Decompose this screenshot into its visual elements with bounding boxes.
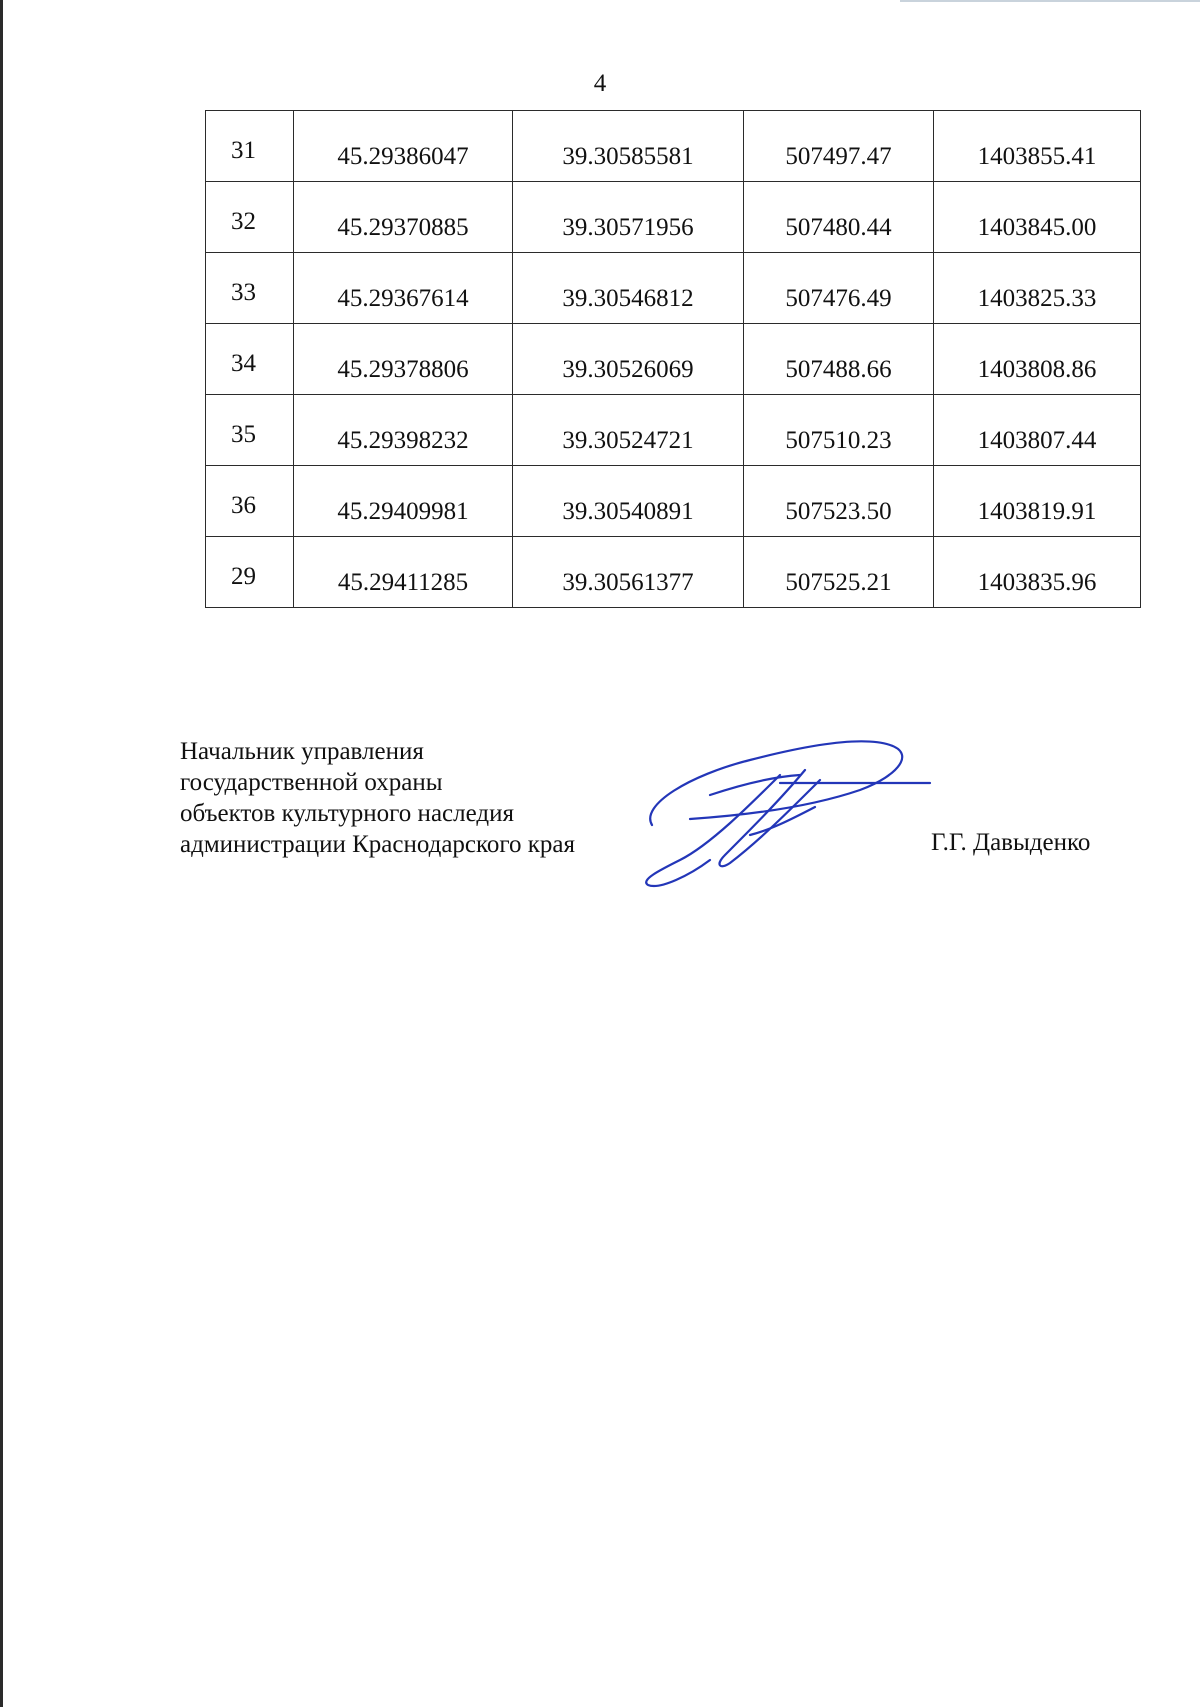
signatory-title-line: государственной охраны [180, 769, 443, 796]
y-coordinate-cell: 1403855.41 [934, 111, 1141, 182]
point-number-cell: 35 [206, 395, 294, 466]
latitude-cell: 45.29411285 [294, 537, 513, 608]
latitude-cell: 45.29409981 [294, 466, 513, 537]
longitude-cell: 39.30571956 [513, 182, 744, 253]
x-coordinate-cell: 507525.21 [744, 537, 934, 608]
signature-stroke [646, 775, 780, 886]
longitude-cell: 39.30524721 [513, 395, 744, 466]
y-coordinate-cell: 1403819.91 [934, 466, 1141, 537]
x-coordinate-cell: 507480.44 [744, 182, 934, 253]
x-coordinate-cell: 507497.47 [744, 111, 934, 182]
y-coordinate-cell: 1403807.44 [934, 395, 1141, 466]
x-coordinate-cell: 507488.66 [744, 324, 934, 395]
y-coordinate-cell: 1403825.33 [934, 253, 1141, 324]
signatory-title [180, 736, 575, 860]
y-coordinate-cell: 1403835.96 [934, 537, 1141, 608]
x-coordinate-cell: 507476.49 [744, 253, 934, 324]
coordinates-table [205, 110, 1141, 608]
scan-edge-top [900, 0, 1200, 2]
page-number: 4 [593, 70, 607, 97]
longitude-cell: 39.30585581 [513, 111, 744, 182]
latitude-cell: 45.29367614 [294, 253, 513, 324]
point-number-cell: 29 [206, 537, 294, 608]
signatory-title-line: Начальник управления [180, 738, 424, 765]
longitude-cell: 39.30546812 [513, 253, 744, 324]
longitude-cell: 39.30561377 [513, 537, 744, 608]
point-number-cell: 31 [206, 111, 294, 182]
table-row [206, 324, 1141, 395]
latitude-cell: 45.29386047 [294, 111, 513, 182]
longitude-cell: 39.30540891 [513, 466, 744, 537]
latitude-cell: 45.29398232 [294, 395, 513, 466]
signatory-title-line: объектов культурного наследия [180, 800, 514, 827]
scan-edge-left [0, 0, 3, 1707]
table-row [206, 395, 1141, 466]
x-coordinate-cell: 507523.50 [744, 466, 934, 537]
point-number-cell: 34 [206, 324, 294, 395]
table-row [206, 111, 1141, 182]
point-number-cell: 32 [206, 182, 294, 253]
x-coordinate-cell: 507510.23 [744, 395, 934, 466]
longitude-cell: 39.30526069 [513, 324, 744, 395]
table-row [206, 253, 1141, 324]
y-coordinate-cell: 1403808.86 [934, 324, 1141, 395]
table-row [206, 182, 1141, 253]
latitude-cell: 45.29370885 [294, 182, 513, 253]
signatory-title-line: администрации Краснодарского края [180, 831, 576, 858]
table-row [206, 466, 1141, 537]
signatory-name: Г.Г. Давыденко [931, 829, 1091, 856]
point-number-cell: 33 [206, 253, 294, 324]
latitude-cell: 45.29378806 [294, 324, 513, 395]
y-coordinate-cell: 1403845.00 [934, 182, 1141, 253]
handwritten-signature [630, 735, 940, 895]
signature-strokes [646, 741, 930, 886]
table-row [206, 537, 1141, 608]
point-number-cell: 36 [206, 466, 294, 537]
